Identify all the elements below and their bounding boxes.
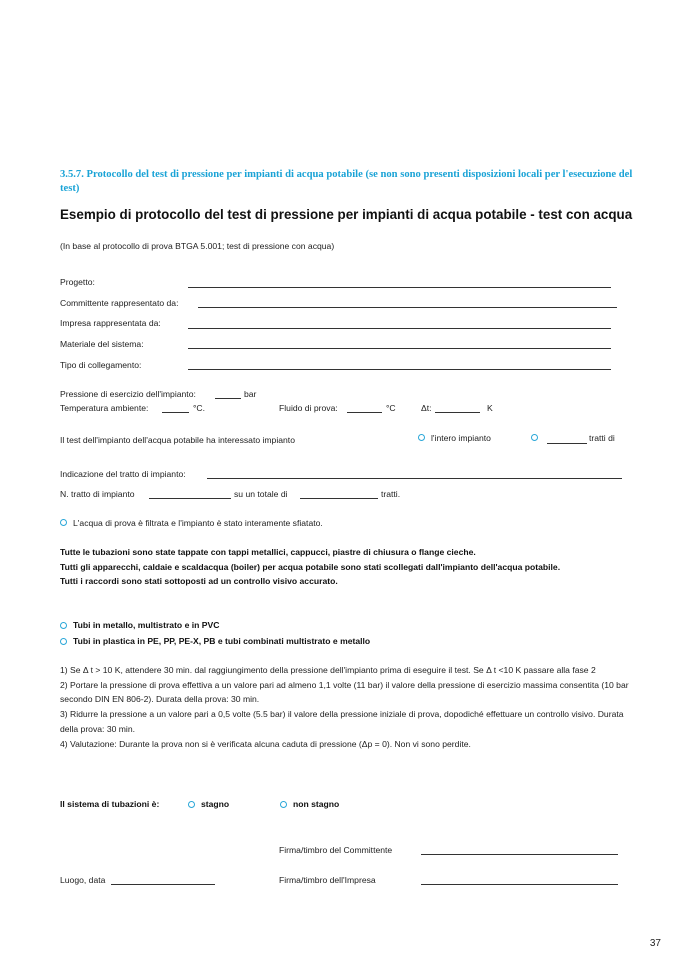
procedure-steps — [60, 663, 635, 751]
impresa-field[interactable] — [188, 328, 611, 329]
option-sections-radio[interactable] — [531, 434, 538, 441]
committente-field[interactable] — [198, 307, 617, 308]
collegamento-label: Tipo di collegamento: — [60, 360, 142, 370]
impresa-label: Impresa rappresentata da: — [60, 318, 161, 328]
fluido-label: Fluido di prova: — [279, 403, 338, 413]
materiale-label: Materiale del sistema: — [60, 339, 144, 349]
step-1: 1) Se Δ t > 10 K, attendere 30 min. dal raggiungimento della pressione dell'impianto prima di eseguire il test. Se Δ t <10 K passare alla fase 2 — [60, 665, 596, 675]
firma-committente-label: Firma/timbro del Committente — [279, 845, 393, 855]
progetto-field[interactable] — [188, 287, 611, 288]
pipe-plastic-radio[interactable] — [60, 638, 67, 645]
sections-field[interactable] — [547, 443, 587, 444]
stagno-radio[interactable] — [188, 801, 195, 808]
pressione-unit: bar — [244, 389, 257, 399]
step-3: 3) Ridurre la pressione a un valore pari a 0,5 volte (5.5 bar) il valore della pressione iniziale di prova, dopodiché effettuare un controllo visivo. Durata della prova: 30 min. — [60, 709, 624, 734]
delta-unit: K — [487, 403, 493, 413]
option-entire-radio[interactable] — [418, 434, 425, 441]
delta-label: Δt: — [421, 403, 432, 413]
page-number: 37 — [649, 938, 661, 949]
committente-label: Committente rappresentato da: — [60, 298, 179, 308]
collegamento-field[interactable] — [188, 369, 611, 370]
su-totale-label: su un totale di — [234, 489, 288, 499]
non-stagno-radio[interactable] — [280, 801, 287, 808]
option-sections-label: tratti di — [589, 433, 615, 443]
scope-question: Il test dell'impianto dell'acqua potabile ha interessato impianto — [60, 435, 295, 445]
n-tratto-field[interactable] — [149, 498, 231, 499]
step-2: 2) Portare la pressione di prova effettiva a un valore pari ad almeno 1,1 volte (11 bar) il valore della pressione di esercizio massima consentita (10 bar secondo DIN EN 806-2). Durata della prova: 30 min. — [60, 679, 629, 705]
firma-impresa-field[interactable] — [421, 884, 618, 885]
option-entire-label: l'intero impianto — [431, 433, 491, 443]
fluido-unit: °C — [386, 403, 396, 413]
step-4: 4) Valutazione: Durante la prova non si è verificata alcuna caduta di pressione (Δp = 0). Non vi sono perdite. — [60, 738, 471, 749]
n-tratto-label: N. tratto di impianto — [60, 489, 135, 499]
temperatura-unit: °C. — [193, 403, 206, 413]
fluido-field[interactable] — [347, 412, 382, 413]
filtered-radio[interactable] — [60, 519, 67, 526]
luogo-label: Luogo, data — [60, 875, 106, 885]
subtitle: (In base al protocollo di prova BTGA 5.001; test di pressione con acqua) — [60, 241, 335, 251]
pressione-field[interactable] — [215, 398, 241, 399]
section-title: 3.5.7. Protocollo del test di pressione per impianti di acqua potabile (se non sono presenti disposizioni locali per l'esecuzione del test) — [60, 169, 633, 194]
statements — [60, 545, 620, 589]
progetto-label: Progetto: — [60, 277, 95, 287]
pipe-plastic-label: Tubi in plastica in PE, PP, PE-X, PB e tubi combinati multistrato e metallo — [73, 636, 371, 646]
filtered-label: L'acqua di prova è filtrata e l'impianto è stato interamente sfiatato. — [73, 518, 323, 528]
indicazione-label: Indicazione del tratto di impianto: — [60, 469, 186, 479]
system-label: Il sistema di tubazioni è: — [60, 799, 160, 809]
luogo-field[interactable] — [111, 884, 215, 885]
tratti-label: tratti. — [381, 489, 401, 499]
statement-2: Tutti gli apparecchi, caldaie e scaldacqua (boiler) per acqua potabile sono stati scollegati dall'impianto dell'acqua potabile. — [60, 561, 561, 572]
stagno-label: stagno — [201, 799, 230, 809]
delta-field[interactable] — [435, 412, 480, 413]
materiale-field[interactable] — [188, 348, 611, 349]
temperatura-label: Temperatura ambiente: — [60, 403, 149, 413]
page-title: Esempio di protocollo del test di pressione per impianti di acqua potabile - test con acqua — [60, 207, 633, 222]
firma-impresa-label: Firma/timbro dell'Impresa — [279, 875, 376, 885]
indicazione-field[interactable] — [207, 478, 622, 479]
non-stagno-label: non stagno — [293, 799, 340, 809]
statement-1: Tutte le tubazioni sono state tappate con tappi metallici, cappucci, piastre di chiusura o flange cieche. — [60, 547, 476, 557]
pipe-metal-label: Tubi in metallo, multistrato e in PVC — [73, 620, 220, 630]
statement-3: Tutti i raccordi sono stati sottoposti ad un controllo visivo accurato. — [60, 576, 338, 586]
pressione-label: Pressione di esercizio dell'impianto: — [60, 389, 196, 399]
firma-committente-field[interactable] — [421, 854, 618, 855]
totale-field[interactable] — [300, 498, 378, 499]
pipe-metal-radio[interactable] — [60, 622, 67, 629]
temperatura-field[interactable] — [162, 412, 189, 413]
